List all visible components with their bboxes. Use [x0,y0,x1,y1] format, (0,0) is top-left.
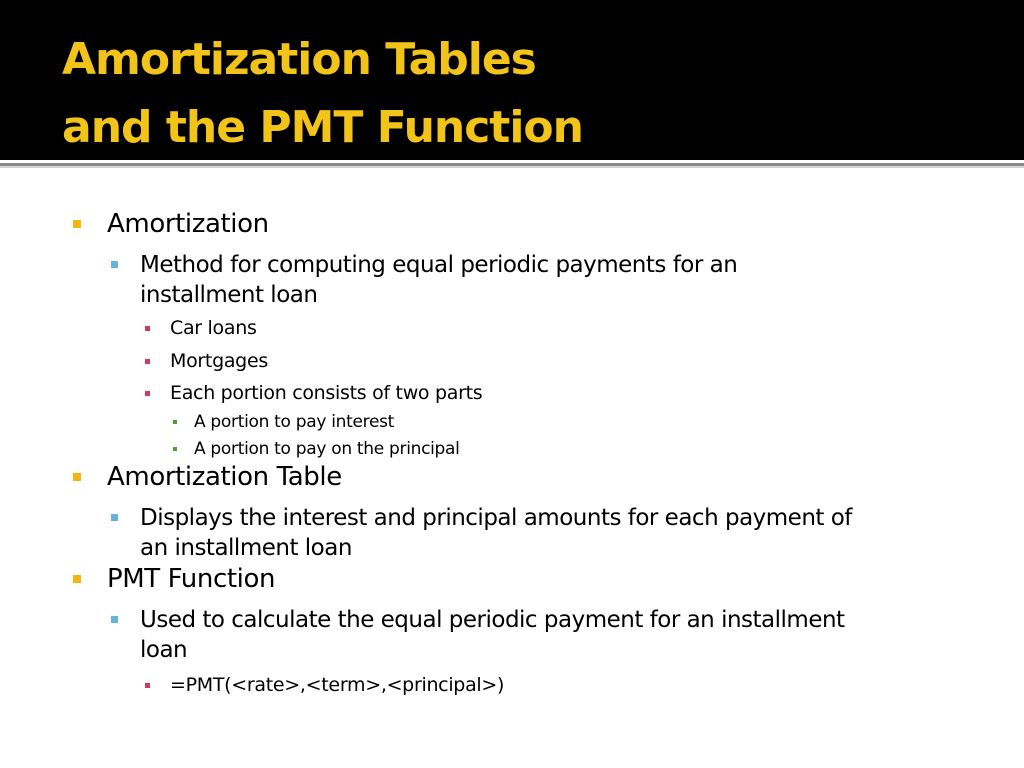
slide-title-line-1: Amortization Tables [62,34,536,85]
bullet-pmt-syntax [170,673,504,697]
square-bullet-icon [145,683,150,688]
square-bullet-icon [111,514,118,521]
bullet-text-line-2: installment loan [140,282,318,308]
bullet-pmt-used [140,605,845,665]
bullet-portion-principal [194,438,460,460]
bullet-text: Amortization [107,209,269,239]
square-bullet-icon [73,575,81,583]
bullet-text-line-1: Method for computing equal periodic payments for an [140,252,738,278]
bullet-text: =PMT(<rate>,<term>,<principal>) [170,674,505,696]
bullet-text: A portion to pay interest [194,412,395,432]
square-bullet-icon [111,616,118,623]
slide-title-line-2: and the PMT Function [62,102,583,153]
bullet-amortization-method [140,250,737,310]
bullet-text-line-1: Used to calculate the equal periodic payment for an installment [140,607,845,633]
bullet-text: PMT Function [107,564,276,594]
bullet-text-line-2: loan [140,637,188,663]
bullet-amortization-table [107,462,342,492]
square-bullet-icon [145,359,150,364]
bullet-text: Amortization Table [107,462,342,492]
square-bullet-icon [173,447,177,451]
square-bullet-icon [145,326,150,331]
bullet-pmt-function [107,564,275,594]
bullet-table-displays [140,503,852,563]
bullet-text-line-1: Displays the interest and principal amounts for each payment of [140,505,852,531]
square-bullet-icon [73,473,81,481]
bullet-each-portion [170,381,482,405]
square-bullet-icon [145,391,150,396]
square-bullet-icon [73,220,81,228]
bullet-portion-interest [194,411,394,433]
bullet-text: Mortgages [170,350,268,372]
bullet-text-line-2: an installment loan [140,535,352,561]
bullet-mortgages [170,349,268,373]
bullet-text: A portion to pay on the principal [194,439,460,459]
square-bullet-icon [111,261,118,268]
bullet-amortization [107,209,269,239]
bullet-text: Car loans [170,317,257,339]
square-bullet-icon [173,420,177,424]
bullet-text: Each portion consists of two parts [170,382,483,404]
bullet-car-loans [170,316,257,340]
